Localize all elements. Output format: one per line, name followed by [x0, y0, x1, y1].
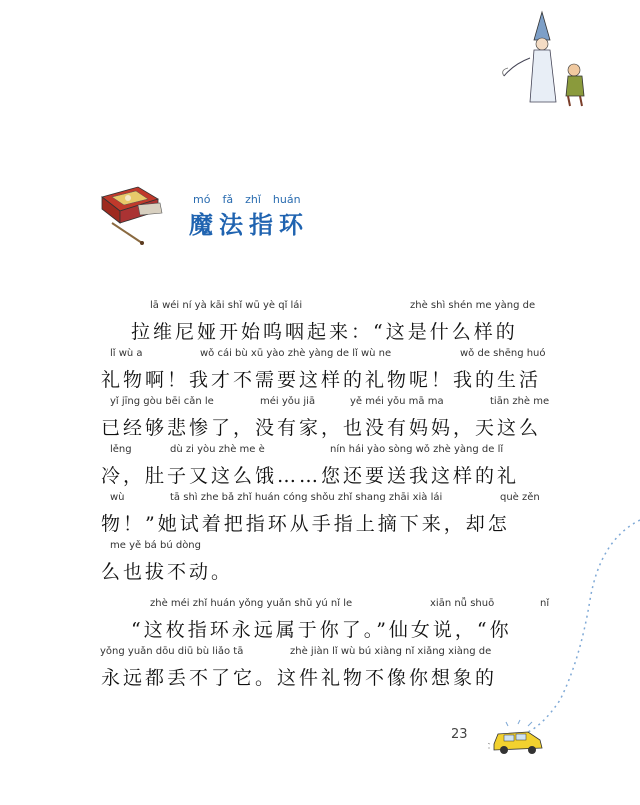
pinyin: lǐ wù a — [110, 348, 143, 359]
page-number: 23 — [451, 727, 468, 742]
pinyin: lā wéi ní yà kāi shǐ wū yè qǐ lái — [150, 300, 303, 311]
hanzi: 冷，肚子又这么饿……您还要送我这样的礼 — [101, 465, 520, 487]
hanzi: “这枚指环永远属于你了。”仙女说，“你 — [131, 619, 512, 641]
fairy-illustration — [490, 10, 610, 110]
text-line-4 — [0, 444, 640, 494]
pinyin: què zěn — [500, 492, 540, 503]
pinyin: yǐ jīng gòu bēi cǎn le — [110, 396, 214, 407]
title-text: 魔法指环 — [189, 211, 309, 239]
pinyin: tiān zhè me — [490, 396, 550, 407]
text-line-1 — [0, 300, 640, 350]
hanzi: 拉维尼娅开始呜咽起来：“这是什么样的 — [131, 321, 518, 343]
text-line-6 — [0, 540, 640, 590]
pinyin: wǒ de shēng huó — [460, 348, 546, 359]
car-illustration — [488, 718, 548, 758]
chapter-title — [98, 183, 358, 253]
pinyin: xiān nǚ shuō — [430, 598, 495, 609]
pinyin: nǐ — [540, 598, 550, 609]
pinyin: lěng — [110, 444, 132, 455]
title-pinyin-2: fǎ — [222, 193, 234, 206]
pinyin: zhè shì shén me yàng de — [410, 300, 536, 311]
pinyin: nín hái yào sòng wǒ zhè yàng de lǐ — [330, 444, 504, 455]
pinyin: wǒ cái bù xū yào zhè yàng de lǐ wù ne — [200, 348, 392, 359]
text-line-2 — [0, 348, 640, 398]
hanzi: 么也拔不动。 — [101, 561, 234, 583]
pinyin: méi yǒu jiā — [260, 396, 316, 407]
pinyin: yě méi yǒu mā ma — [350, 396, 444, 407]
pinyin: zhè méi zhǐ huán yǒng yuǎn shǔ yú nǐ le — [150, 598, 353, 609]
pinyin: yǒng yuǎn dōu diū bù liǎo tā — [100, 646, 244, 657]
pinyin: zhè jiàn lǐ wù bú xiàng nǐ xiǎng xiàng de — [290, 646, 492, 657]
text-line-7 — [0, 598, 640, 648]
hanzi: 永远都丢不了它。这件礼物不像你想象的 — [101, 667, 498, 689]
pinyin: me yě bá bú dòng — [110, 540, 201, 551]
text-line-3 — [0, 396, 640, 446]
hanzi: 礼物啊！我才不需要这样的礼物呢！我的生活 — [101, 369, 542, 391]
title-pinyin-1: mó — [193, 193, 211, 206]
title-pinyin-3: zhǐ — [245, 193, 261, 206]
pinyin: dù zi yòu zhè me è — [170, 444, 265, 455]
hanzi: 物！”她试着把指环从手指上摘下来，却怎 — [101, 513, 510, 535]
text-line-8 — [0, 646, 640, 696]
title-pinyin-4: huán — [272, 193, 301, 206]
pinyin: wù — [110, 492, 125, 503]
matchbox-icon — [98, 183, 168, 248]
text-line-5 — [0, 492, 640, 542]
pinyin: tā shì zhe bǎ zhǐ huán cóng shǒu zhǐ shang zhāi xià lái — [170, 492, 443, 503]
hanzi: 已经够悲惨了，没有家，也没有妈妈，天这么 — [101, 417, 542, 439]
